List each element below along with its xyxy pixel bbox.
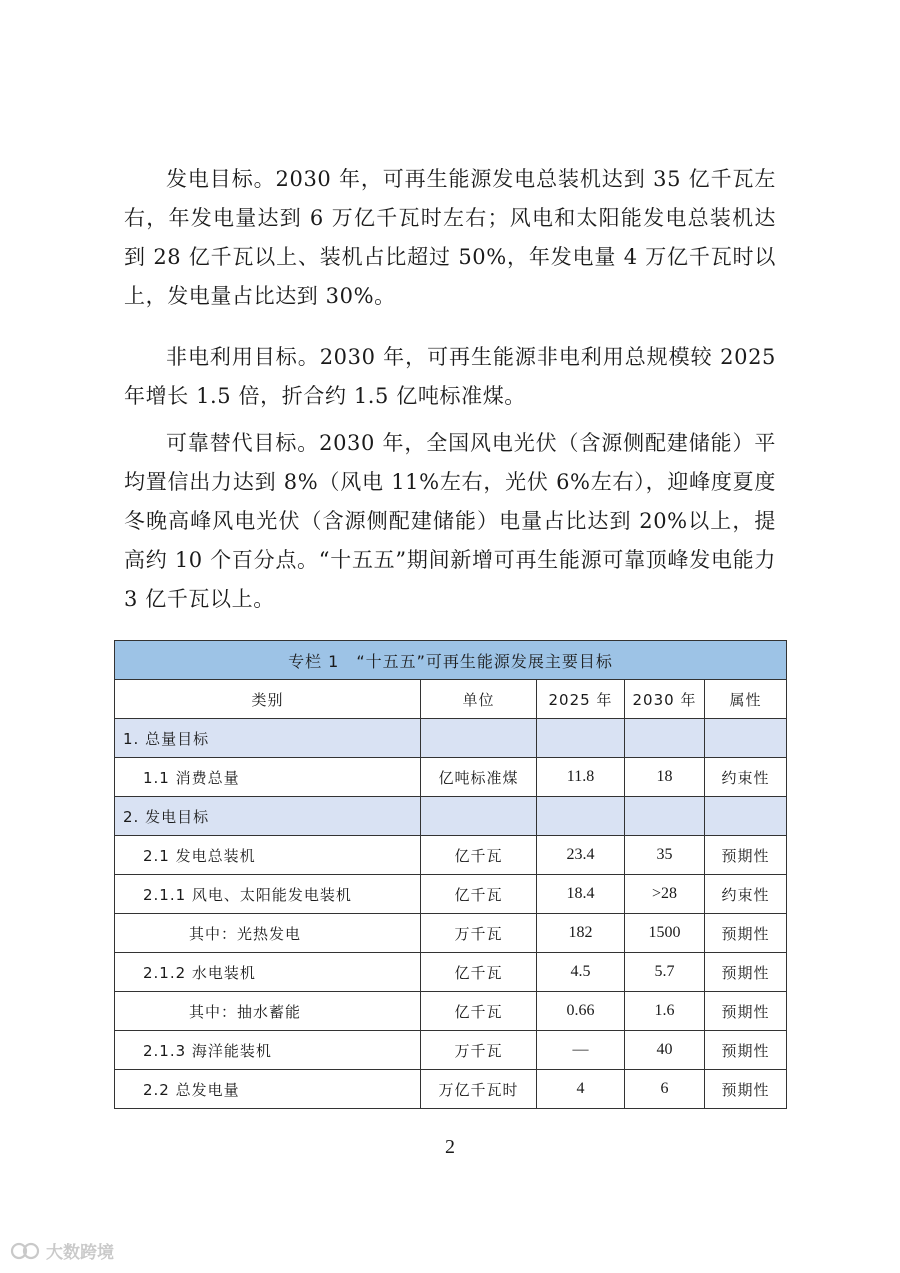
- category-cell: 2.1 发电总装机: [115, 836, 421, 875]
- category-cell: 2.2 总发电量: [115, 1070, 421, 1109]
- value-2030-cell: [625, 797, 705, 836]
- table-row: [115, 875, 787, 914]
- attribute-cell: 预期性: [705, 992, 787, 1031]
- paragraph-body: 。2030 年，可再生能源非电利用总规模较 2025 年增长 1.5 倍，折合约 1.5 亿吨标准煤。: [124, 345, 776, 408]
- unit-cell: 亿千瓦: [421, 953, 537, 992]
- watermark: [10, 1238, 114, 1263]
- header-category: 类别: [115, 680, 421, 719]
- table-row: [115, 953, 787, 992]
- unit-cell: 万千瓦: [421, 1031, 537, 1070]
- unit-cell: 亿千瓦: [421, 836, 537, 875]
- watermark-text: 大数跨境: [46, 1243, 114, 1263]
- paragraph-lead: 可靠替代目标: [166, 431, 298, 455]
- header-2030: 2030 年: [625, 680, 705, 719]
- paragraph-lead: 发电目标: [166, 167, 254, 191]
- value-2025-cell: [537, 719, 625, 758]
- paragraph-lead: 非电利用目标: [166, 345, 298, 369]
- value-2025-cell: 23.4: [537, 836, 625, 875]
- category-cell: 2.1.3 海洋能装机: [115, 1031, 421, 1070]
- unit-cell: 亿千瓦: [421, 875, 537, 914]
- attribute-cell: 预期性: [705, 836, 787, 875]
- table-row: [115, 719, 787, 758]
- category-cell: 其中：光热发电: [115, 914, 421, 953]
- value-2025-cell: 18.4: [537, 875, 625, 914]
- table-row: [115, 836, 787, 875]
- table-header-row: [115, 680, 787, 719]
- value-2030-cell: 35: [625, 836, 705, 875]
- value-2030-cell: >28: [625, 875, 705, 914]
- attribute-cell: 预期性: [705, 914, 787, 953]
- paragraph-non-electric-target: [124, 338, 776, 416]
- value-2030-cell: 1.6: [625, 992, 705, 1031]
- attribute-cell: 预期性: [705, 953, 787, 992]
- category-cell: 2.1.1 风电、太阳能发电装机: [115, 875, 421, 914]
- page-number: 2: [445, 1136, 455, 1158]
- header-2025: 2025 年: [537, 680, 625, 719]
- category-cell: 1. 总量目标: [115, 719, 421, 758]
- value-2025-cell: 182: [537, 914, 625, 953]
- table-title: 专栏 1 “十五五”可再生能源发展主要目标: [115, 641, 787, 680]
- paragraph-reliable-replacement-target: [124, 424, 776, 619]
- value-2025-cell: 11.8: [537, 758, 625, 797]
- value-2030-cell: 6: [625, 1070, 705, 1109]
- attribute-cell: 预期性: [705, 1070, 787, 1109]
- value-2025-cell: —: [537, 1031, 625, 1070]
- unit-cell: 万亿千瓦时: [421, 1070, 537, 1109]
- table-row: [115, 758, 787, 797]
- value-2030-cell: 40: [625, 1031, 705, 1070]
- value-2030-cell: 5.7: [625, 953, 705, 992]
- paragraph-power-generation-target: [124, 160, 776, 316]
- category-cell: 2.1.2 水电装机: [115, 953, 421, 992]
- value-2030-cell: 1500: [625, 914, 705, 953]
- unit-cell: 亿千瓦: [421, 992, 537, 1031]
- watermark-logo-icon: [10, 1240, 40, 1262]
- table-title-row: [115, 641, 787, 680]
- attribute-cell: 约束性: [705, 758, 787, 797]
- table-row: [115, 914, 787, 953]
- category-cell: 1.1 消费总量: [115, 758, 421, 797]
- unit-cell: [421, 719, 537, 758]
- unit-cell: [421, 797, 537, 836]
- table-row: [115, 1070, 787, 1109]
- paragraph-body: 。2030 年，可再生能源发电总装机达到 35 亿千瓦左右，年发电量达到 6 万亿千瓦时左右；风电和太阳能发电总装机达到 28 亿千瓦以上、装机占比超过 50%，年发电量 4 万亿千瓦时以上，发电量占比达到 30%。: [124, 167, 776, 308]
- value-2030-cell: 18: [625, 758, 705, 797]
- attribute-cell: 约束性: [705, 875, 787, 914]
- unit-cell: 万千瓦: [421, 914, 537, 953]
- attribute-cell: [705, 797, 787, 836]
- value-2025-cell: 0.66: [537, 992, 625, 1031]
- header-unit: 单位: [421, 680, 537, 719]
- value-2025-cell: 4: [537, 1070, 625, 1109]
- value-2025-cell: [537, 797, 625, 836]
- attribute-cell: [705, 719, 787, 758]
- table-row: [115, 1031, 787, 1070]
- unit-cell: 亿吨标准煤: [421, 758, 537, 797]
- category-cell: 2. 发电目标: [115, 797, 421, 836]
- table-row: [115, 992, 787, 1031]
- category-cell: 其中：抽水蓄能: [115, 992, 421, 1031]
- paragraph-body: 。2030 年，全国风电光伏（含源侧配建储能）平均置信出力达到 8%（风电 11%左右，光伏 6%左右），迎峰度夏度冬晚高峰风电光伏（含源侧配建储能）电量占比达到 20%以上，提高约 10 个百分点。“十五五”期间新增可再生能源可靠顶峰发电能力 3 亿千瓦以上。: [124, 431, 776, 611]
- attribute-cell: 预期性: [705, 1031, 787, 1070]
- value-2025-cell: 4.5: [537, 953, 625, 992]
- value-2030-cell: [625, 719, 705, 758]
- table-row: [115, 797, 787, 836]
- header-attribute: 属性: [705, 680, 787, 719]
- targets-table: [114, 640, 787, 1109]
